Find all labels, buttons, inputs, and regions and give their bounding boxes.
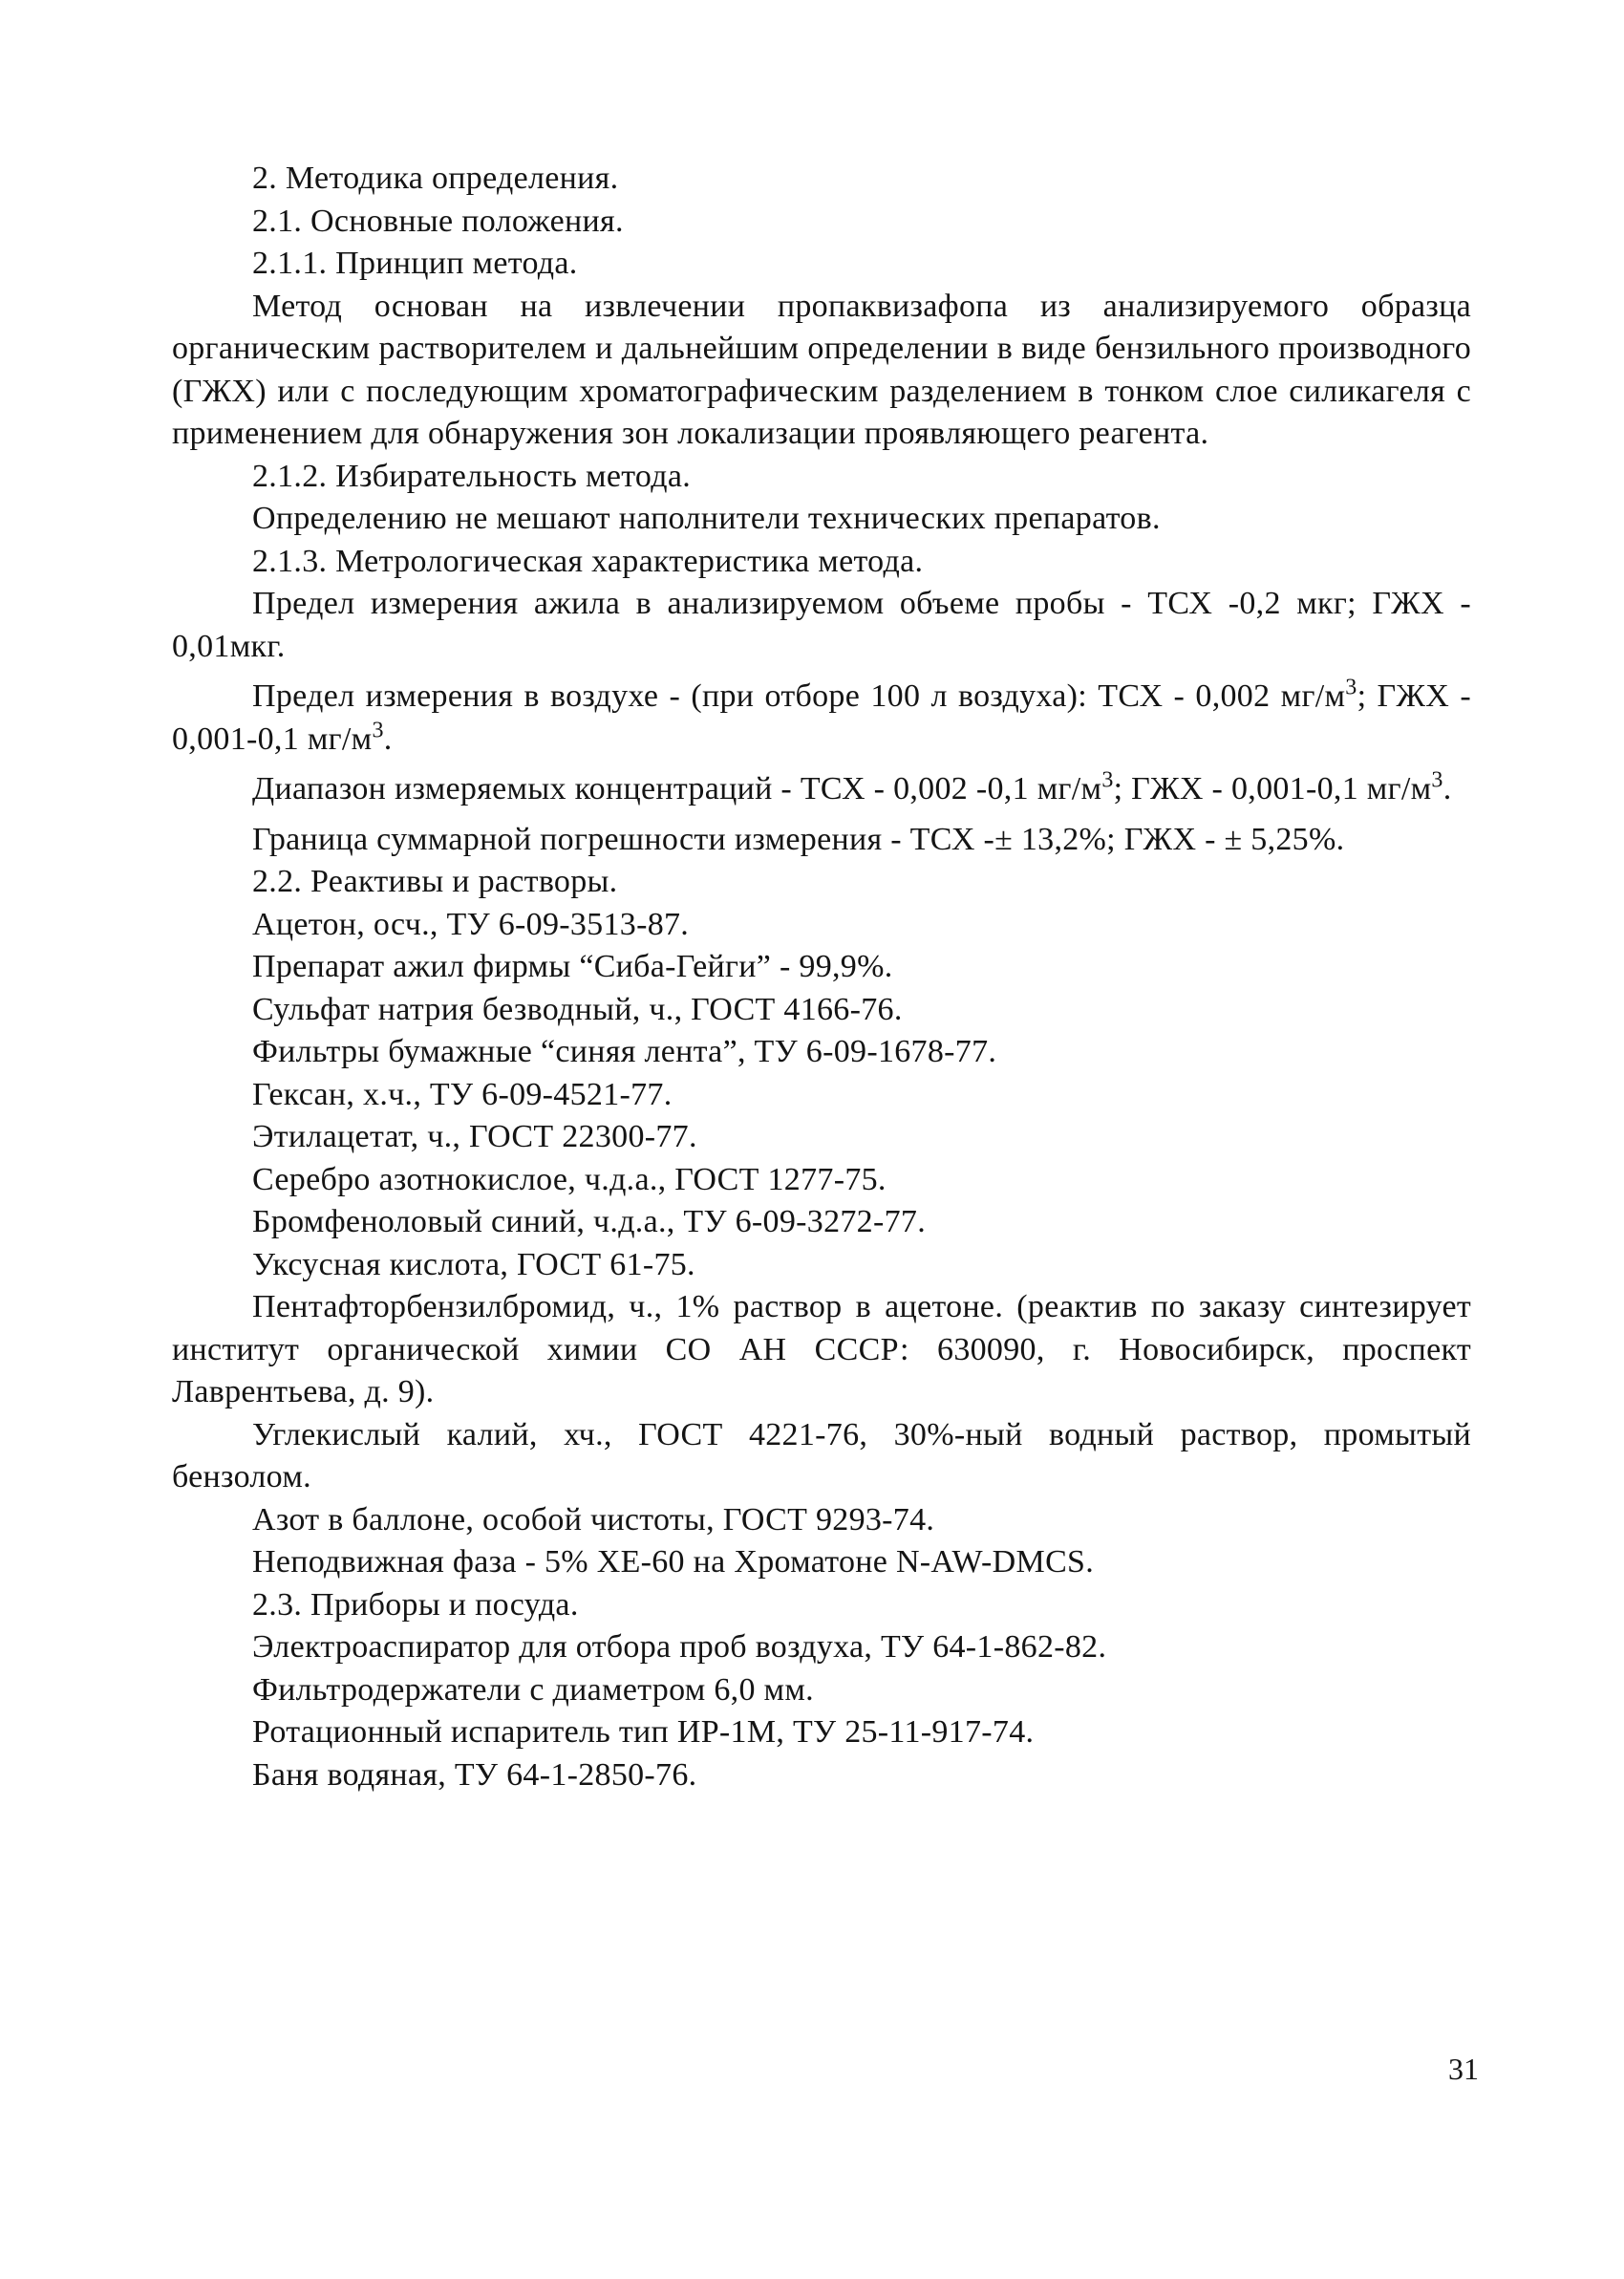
limit-air-paragraph — [172, 676, 1471, 761]
pentafluoro-paragraph: Пентафторбензилбромид, ч., 1% раствор в ацетоне. (реактив по заказу синтезирует институт органической химии СО АН СССР: 630090, г. Новосибирск, проспект Лаврентьева, д. 9). — [172, 1289, 1471, 1409]
equipment-item: Баня водяная, ТУ 64-1-2850-76. — [252, 1756, 697, 1793]
reagent-item: Фильтры бумажные “синяя лента”, ТУ 6-09-1678-77. — [252, 1034, 997, 1069]
section-heading-2-1-3: 2.1.3. Метрологическая характеристика метода. — [252, 543, 924, 579]
error-paragraph: Граница суммарной погрешности измерения - ТСХ -± 13,2%; ГЖХ - ± 5,25%. — [252, 821, 1345, 857]
range-text-c: . — [1442, 771, 1452, 806]
nitrogen-item: Азот в баллоне, особой чистоты, ГОСТ 9293-74. — [252, 1501, 935, 1537]
document-page — [172, 158, 1471, 1796]
reagent-item: Ацетон, осч., ТУ 6-09-3513-87. — [252, 906, 690, 942]
reagent-item: Этилацетат, ч., ГОСТ 22300-77. — [252, 1119, 697, 1154]
equipment-item: Фильтродержатели с диаметром 6,0 мм. — [252, 1671, 814, 1708]
section-heading-2-2: 2.2. Реактивы и растворы. — [252, 864, 618, 899]
range-paragraph — [172, 768, 1471, 811]
potassium-paragraph: Углекислый калий, хч., ГОСТ 4221-76, 30%-ный водный раствор, промытый бензолом. — [172, 1416, 1471, 1494]
reagent-item: Препарат ажил фирмы “Сиба-Гейги” - 99,9%. — [252, 949, 893, 984]
limit-air-superscript-2: 3 — [372, 718, 384, 743]
section-heading-2-1-2: 2.1.2. Избирательность метода. — [252, 458, 692, 494]
reagent-item: Сульфат натрия безводный, ч., ГОСТ 4166-76. — [252, 991, 903, 1027]
selectivity-paragraph: Определению не мешают наполнители технических препаратов. — [252, 501, 1161, 536]
limit-air-superscript-1: 3 — [1345, 675, 1357, 700]
limit-air-text-a: Предел измерения в воздухе - (при отборе 100 л воздуха): ТСХ - 0,002 мг/м — [252, 678, 1346, 714]
reagent-item: Гексан, х.ч., ТУ 6-09-4521-77. — [252, 1076, 673, 1112]
section-heading-2-1: 2.1. Основные положения. — [252, 203, 624, 239]
limit-air-text-c: . — [383, 720, 393, 757]
page-number: 31 — [1448, 2052, 1479, 2086]
limit-sample-paragraph: Предел измерения ажила в анализируемом объеме пробы - ТСХ -0,2 мкг; ГЖХ - 0,01мкг. — [172, 586, 1471, 664]
stationary-phase-item: Неподвижная фаза - 5% XE-60 на Хроматоне N-AW-DMCS. — [252, 1544, 1095, 1580]
section-heading-2-1-1: 2.1.1. Принцип метода. — [252, 246, 578, 281]
equipment-item: Ротационный испаритель тип ИР-1М, ТУ 25-11-917-74. — [252, 1714, 1035, 1750]
range-text-a: Диапазон измеряемых концентраций - ТСХ - 0,002 -0,1 мг/м — [252, 771, 1102, 806]
range-text-b: ; ГЖХ - 0,001-0,1 мг/м — [1113, 771, 1432, 806]
reagent-item: Уксусная кислота, ГОСТ 61-75. — [252, 1246, 695, 1282]
limit-air-text-b: ; ГЖХ - 0,001-0,1 мг/м — [172, 678, 1471, 757]
range-superscript-1: 3 — [1101, 767, 1114, 793]
reagent-item: Бромфеноловый синий, ч.д.а., ТУ 6-09-3272-77. — [252, 1204, 926, 1239]
reagent-item: Серебро азотнокислое, ч.д.а., ГОСТ 1277-75. — [252, 1161, 887, 1197]
section-heading-2: 2. Методика определения. — [252, 161, 619, 196]
range-superscript-2: 3 — [1431, 767, 1443, 793]
equipment-item: Электроаспиратор для отбора проб воздуха, ТУ 64-1-862-82. — [252, 1629, 1107, 1665]
section-heading-2-3: 2.3. Приборы и посуда. — [252, 1586, 579, 1623]
principle-paragraph: Метод основан на извлечении пропаквизафопа из анализируемого образца органическим растворителем и дальнейшим определении в виде бензильного производного (ГЖХ) или с последующим хроматографическим разделением в тонком слое силикагеля с применением для обнаружения зон локализации проявляющего реагента. — [172, 288, 1471, 451]
